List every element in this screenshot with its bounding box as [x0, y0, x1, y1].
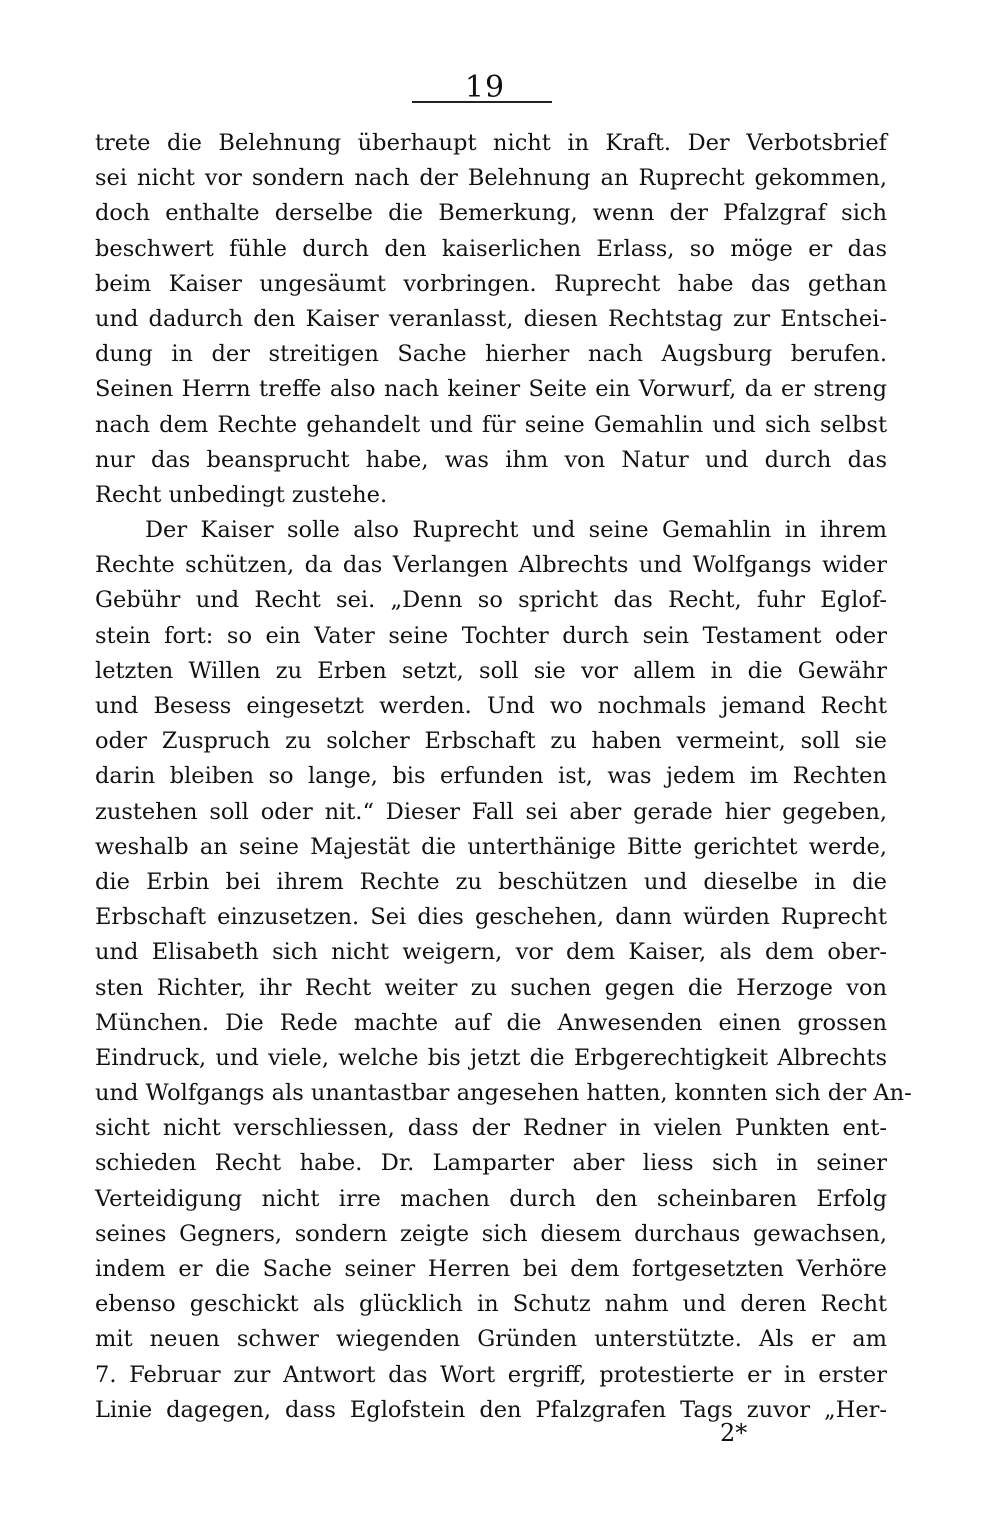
text-line: ebenso geschickt als glücklich in Schutz nahm und deren Recht [95, 1291, 887, 1318]
text-line: mit neuen schwer wiegenden Gründen unterstützte. Als er am [95, 1326, 887, 1353]
text-line: schieden Recht habe. Dr. Lamparter aber liess sich in seiner [95, 1150, 887, 1177]
text-line: Gebühr und Recht sei. „Denn so spricht das Recht, fuhr Eglof- [95, 587, 887, 614]
text-line: und Besess eingesetzt werden. Und wo nochmals jemand Recht [95, 693, 887, 719]
text-line: letzten Willen zu Erben setzt, soll sie vor allem in die Gewähr [95, 657, 887, 684]
text-line: sicht nicht verschliessen, dass der Redner in vielen Punkten ent- [95, 1115, 887, 1142]
text-line: und Wolfgangs als unantastbar angesehen hatten, konnten sich der An- [95, 1080, 912, 1107]
body-text [95, 126, 912, 1428]
text-line: und Elisabeth sich nicht weigern, vor dem Kaiser, als dem ober- [95, 939, 887, 966]
text-line: dung in der streitigen Sache hierher nach Augsburg berufen. [95, 341, 887, 368]
text-line: Erbschaft einzusetzen. Sei dies geschehen, dann würden Ruprecht [95, 904, 887, 931]
text-line: trete die Belehnung überhaupt nicht in Kraft. Der Verbotsbrief [95, 130, 887, 156]
text-line: Verteidigung nicht irre machen durch den scheinbaren Erfolg [95, 1185, 887, 1212]
text-line: beschwert fühle durch den kaiserlichen Erlass, so möge er das [95, 235, 887, 262]
text-line: zustehen soll oder nit.“ Dieser Fall sei aber gerade hier gegeben, [95, 798, 887, 825]
text-line: beim Kaiser ungesäumt vorbringen. Ruprecht habe das gethan [95, 270, 887, 297]
text-line: Eindruck, und viele, welche bis jetzt die Erbgerechtigkeit Albrechts [95, 1044, 887, 1071]
text-line: München. Die Rede machte auf die Anwesenden einen grossen [95, 1009, 887, 1036]
text-line: Rechte schützen, da das Verlangen Albrechts und Wolfgangs wider [95, 552, 887, 579]
text-line: nach dem Rechte gehandelt und für seine Gemahlin und sich selbst [95, 411, 887, 438]
page-number: 19 [464, 70, 506, 105]
text-line: 7. Februar zur Antwort das Wort ergriff, protestierte er in erster [95, 1361, 887, 1388]
text-line: die Erbin bei ihrem Rechte zu beschützen und dieselbe in die [95, 868, 887, 895]
text-line: darin bleiben so lange, bis erfunden ist, was jedem im Rechten [95, 763, 887, 790]
text-line: nur das beansprucht habe, was ihm von Natur und durch das [95, 446, 887, 473]
text-line: Linie dagegen, dass Eglofstein den Pfalzgrafen Tags zuvor „Her- [95, 1396, 887, 1423]
text-line: sten Richter, ihr Recht weiter zu suchen gegen die Herzoge von [95, 974, 887, 1001]
text-line: sei nicht vor sondern nach der Belehnung an Ruprecht gekommen, [95, 165, 887, 192]
header-rule [412, 101, 552, 103]
text-line: stein fort: so ein Vater seine Tochter durch sein Testament oder [95, 622, 887, 649]
text-line: und dadurch den Kaiser veranlasst, diesen Rechtstag zur Entschei- [95, 305, 887, 332]
text-line: Der Kaiser solle also Ruprecht und seine Gemahlin in ihrem [145, 517, 887, 544]
text-line: weshalb an seine Majestät die unterthänige Bitte gerichtet werde, [95, 833, 887, 860]
text-line: oder Zuspruch zu solcher Erbschaft zu haben vermeint, soll sie [95, 728, 887, 755]
text-line: indem er die Sache seiner Herren bei dem fortgesetzten Verhöre [95, 1256, 887, 1282]
signature-mark: 2* [720, 1419, 748, 1447]
text-line: seines Gegners, sondern zeigte sich diesem durchaus gewachsen, [95, 1220, 887, 1247]
text-line: doch enthalte derselbe die Bemerkung, wenn der Pfalzgraf sich [95, 200, 887, 227]
text-line: Recht unbedingt zustehe. [95, 481, 388, 508]
text-line: Seinen Herrn treffe also nach keiner Seite ein Vorwurf, da er streng [95, 376, 887, 403]
